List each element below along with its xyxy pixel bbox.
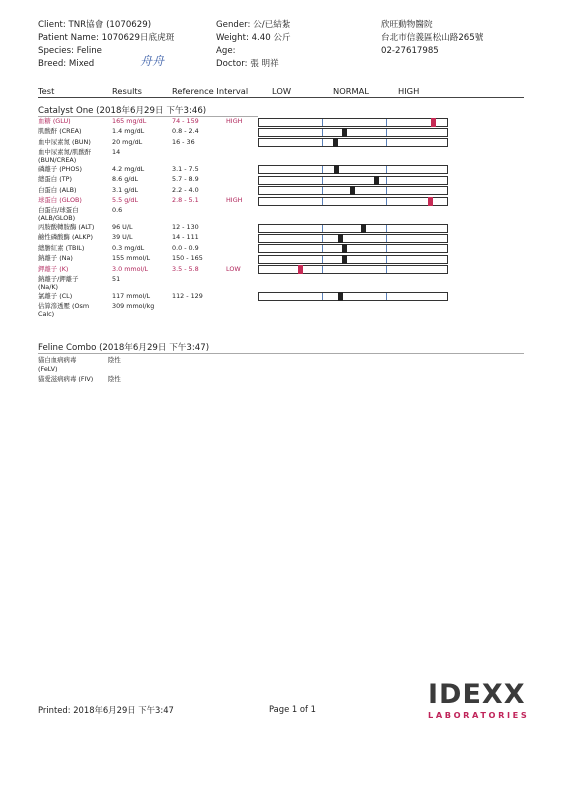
test-name-continued: (Na/K) bbox=[38, 283, 59, 292]
test-result: 20 mg/dL bbox=[112, 137, 143, 146]
test-name: 氯離子 (CL) bbox=[38, 291, 73, 300]
test-result: 155 mmol/L bbox=[112, 254, 151, 263]
test-result: 117 mmol/L bbox=[112, 291, 151, 300]
test-flag: LOW bbox=[226, 264, 241, 273]
combo-test-name: 貓愛滋病病毒 (FIV) bbox=[38, 375, 94, 383]
test-name: 磷離子 (PHOS) bbox=[38, 164, 82, 173]
age: Age: bbox=[216, 46, 236, 56]
result-marker bbox=[428, 197, 433, 206]
range-divider bbox=[386, 198, 387, 205]
result-range-bar bbox=[258, 128, 448, 137]
result-range-bar bbox=[258, 138, 448, 147]
result-marker bbox=[342, 128, 347, 137]
column-results: Results bbox=[112, 86, 142, 96]
result-marker bbox=[350, 186, 355, 195]
result-marker bbox=[374, 176, 379, 185]
range-divider bbox=[386, 129, 387, 136]
test-reference: 150 - 165 bbox=[172, 254, 203, 263]
combo-test-result: 陰性 bbox=[108, 356, 121, 364]
idexx-logo bbox=[428, 681, 526, 709]
range-divider bbox=[386, 266, 387, 273]
test-result: 39 U/L bbox=[112, 233, 133, 242]
printed-timestamp: Printed: 2018年6月29日 下午3:47 bbox=[38, 705, 174, 715]
result-range-bar bbox=[258, 165, 448, 174]
range-divider bbox=[386, 245, 387, 252]
test-reference: 12 - 130 bbox=[172, 223, 199, 232]
breed: Breed: Mixed bbox=[38, 59, 95, 69]
result-range-bar bbox=[258, 265, 448, 274]
result-marker bbox=[334, 165, 339, 174]
test-name: 肌酸酐 (CREA) bbox=[38, 127, 82, 136]
test-result: 4.2 mg/dL bbox=[112, 164, 145, 173]
clinic-phone: 02-27617985 bbox=[381, 46, 439, 56]
test-result: 1.4 mg/dL bbox=[112, 127, 145, 136]
result-marker bbox=[333, 138, 338, 147]
column-test: Test bbox=[38, 86, 55, 96]
test-name: 總膽紅素 (TBIL) bbox=[38, 243, 85, 252]
range-divider bbox=[322, 245, 323, 252]
test-reference: 5.7 - 8.9 bbox=[172, 175, 199, 184]
test-name: 鉀離子 (K) bbox=[38, 264, 69, 273]
test-name: 球蛋白 (GLOB) bbox=[38, 196, 82, 205]
test-result: 51 bbox=[112, 275, 121, 284]
test-reference: 16 - 36 bbox=[172, 137, 195, 146]
range-divider bbox=[386, 187, 387, 194]
doctor: Doctor: 張 明祥 bbox=[216, 59, 279, 69]
result-range-bar bbox=[258, 292, 448, 301]
test-name: 估算滲透壓 (Osm bbox=[38, 302, 90, 311]
test-result: 96 U/L bbox=[112, 223, 133, 232]
combo-test-name-continued: (FeLV) bbox=[38, 365, 58, 373]
test-name: 鹼性磷酸酶 (ALKP) bbox=[38, 233, 93, 242]
species: Species: Feline bbox=[38, 46, 102, 56]
test-flag: HIGH bbox=[226, 196, 243, 205]
range-divider bbox=[322, 139, 323, 146]
column-high: HIGH bbox=[398, 86, 420, 96]
test-result: 309 mmol/kg bbox=[112, 302, 155, 311]
result-range-bar bbox=[258, 186, 448, 195]
page-number: Page 1 of 1 bbox=[269, 704, 316, 714]
result-marker bbox=[338, 292, 343, 301]
test-name: 鈉離子 (Na) bbox=[38, 254, 73, 263]
test-result: 8.6 g/dL bbox=[112, 175, 139, 184]
result-marker bbox=[361, 224, 366, 233]
range-divider bbox=[322, 225, 323, 232]
clinic-address: 台北市信義區松山路265號 bbox=[381, 33, 484, 43]
result-marker bbox=[431, 118, 436, 127]
handwritten-signature: 舟舟 bbox=[140, 54, 165, 68]
range-divider bbox=[322, 177, 323, 184]
test-result: 14 bbox=[112, 148, 121, 157]
test-reference: 2.8 - 5.1 bbox=[172, 196, 199, 205]
range-divider bbox=[322, 187, 323, 194]
clinic-name: 欣旺動物醫院 bbox=[381, 20, 433, 30]
range-divider bbox=[322, 235, 323, 242]
test-name: 血中尿素氮/肌酸酐 bbox=[38, 148, 92, 157]
test-reference: 112 - 129 bbox=[172, 291, 203, 300]
result-marker bbox=[298, 265, 303, 274]
range-divider bbox=[386, 119, 387, 126]
range-divider bbox=[322, 119, 323, 126]
test-name: 白蛋白/球蛋白 bbox=[38, 206, 79, 215]
range-divider bbox=[322, 293, 323, 300]
test-reference: 0.8 - 2.4 bbox=[172, 127, 199, 136]
test-name-continued: Calc) bbox=[38, 310, 55, 319]
range-divider bbox=[386, 225, 387, 232]
feline-combo-divider bbox=[38, 353, 524, 354]
range-divider bbox=[386, 177, 387, 184]
test-reference: 14 - 111 bbox=[172, 233, 199, 242]
range-divider bbox=[322, 256, 323, 263]
test-result: 5.5 g/dL bbox=[112, 196, 139, 205]
test-result: 0.6 bbox=[112, 206, 123, 215]
idexx-logo-text: IDEXX bbox=[428, 679, 526, 710]
column-low: LOW bbox=[272, 86, 292, 96]
range-divider bbox=[322, 166, 323, 173]
test-name-continued: (ALB/GLOB) bbox=[38, 214, 76, 223]
test-reference: 74 - 159 bbox=[172, 117, 199, 125]
combo-test-name: 貓白血病病毒 bbox=[38, 356, 77, 364]
range-divider bbox=[386, 166, 387, 173]
result-range-bar bbox=[258, 234, 448, 243]
test-name: 血中尿素氮 (BUN) bbox=[38, 137, 91, 146]
test-name: 白蛋白 (ALB) bbox=[38, 185, 77, 194]
range-divider bbox=[322, 129, 323, 136]
catalyst-section-title: Catalyst One (2018年6月29日 下午3:46) bbox=[38, 106, 207, 116]
test-result: 165 mg/dL bbox=[112, 117, 147, 125]
test-result: 0.3 mg/dL bbox=[112, 243, 145, 252]
range-divider bbox=[386, 139, 387, 146]
test-reference: 2.2 - 4.0 bbox=[172, 185, 199, 194]
result-range-bar bbox=[258, 176, 448, 185]
patient-name: Patient Name: 1070629日底虎斑 bbox=[38, 33, 175, 43]
range-divider bbox=[322, 266, 323, 273]
idexx-logo-subtitle: LABORATORIES bbox=[428, 710, 530, 720]
range-divider bbox=[322, 198, 323, 205]
test-flag: HIGH bbox=[226, 117, 243, 125]
client-label: Client: TNR協會 (1070629) bbox=[38, 20, 152, 30]
result-range-bar bbox=[258, 224, 448, 233]
test-name-continued: (BUN/CREA) bbox=[38, 156, 77, 165]
feline-combo-title: Feline Combo (2018年6月29日 下午3:47) bbox=[38, 343, 210, 353]
test-name: 總蛋白 (TP) bbox=[38, 175, 72, 184]
test-result: 3.1 g/dL bbox=[112, 185, 139, 194]
result-marker bbox=[342, 255, 347, 264]
test-name: 鈉離子/鉀離子 bbox=[38, 275, 79, 284]
range-divider bbox=[386, 293, 387, 300]
test-name: 丙胺酸轉胺酶 (ALT) bbox=[38, 223, 95, 232]
test-result: 3.0 mmol/L bbox=[112, 264, 149, 273]
test-reference: 0.0 - 0.9 bbox=[172, 243, 199, 252]
range-divider bbox=[386, 235, 387, 242]
column-reference: Reference Interval bbox=[172, 86, 249, 96]
result-marker bbox=[338, 234, 343, 243]
combo-test-result: 陰性 bbox=[108, 375, 121, 383]
result-range-bar bbox=[258, 244, 448, 253]
result-range-bar bbox=[258, 118, 448, 127]
weight: Weight: 4.40 公斤 bbox=[216, 33, 291, 43]
catalyst-divider bbox=[38, 116, 258, 117]
header-divider bbox=[38, 97, 524, 98]
result-range-bar bbox=[258, 197, 448, 206]
result-marker bbox=[342, 244, 347, 253]
result-range-bar bbox=[258, 255, 448, 264]
test-reference: 3.1 - 7.5 bbox=[172, 164, 199, 173]
test-name: 血糖 (GLU) bbox=[38, 117, 71, 125]
test-reference: 3.5 - 5.8 bbox=[172, 264, 199, 273]
column-normal: NORMAL bbox=[333, 86, 369, 96]
gender: Gender: 公/已結紮 bbox=[216, 20, 291, 30]
range-divider bbox=[386, 256, 387, 263]
